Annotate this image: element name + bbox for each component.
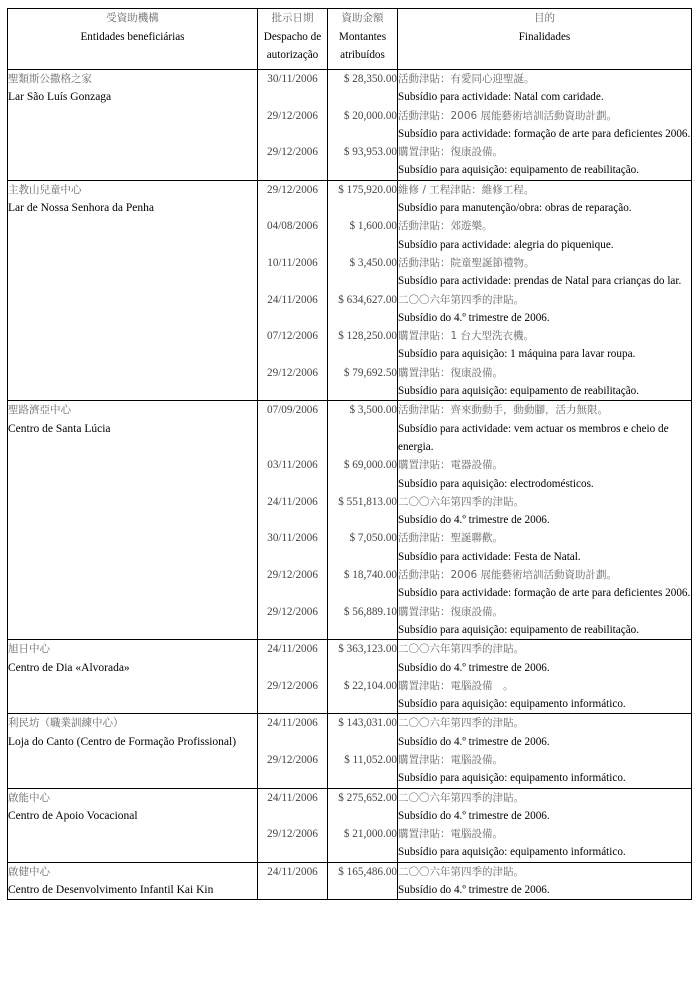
grant-amount: $ 3,500.00: [328, 401, 398, 456]
grant-date: 24/11/2006: [258, 862, 328, 900]
header-purpose-pt: Finalidades: [518, 30, 571, 43]
table-row: [8, 70, 692, 107]
entity-name-zh: 聖類斯公撒格之家: [8, 73, 92, 85]
grant-purpose: [398, 107, 692, 144]
purpose-zh: 購置津貼：電腦設備 。: [398, 679, 514, 692]
header-entities-zh: 受資助機構: [106, 12, 159, 24]
header-amount-pt2: atribuídos: [340, 49, 385, 61]
purpose-zh: 二〇〇六年第四季的津貼。: [398, 495, 524, 508]
grant-date: 04/08/2006: [258, 217, 328, 254]
purpose-pt: Subsídio do 4.º trimestre de 2006.: [398, 514, 550, 527]
grant-date: 29/12/2006: [258, 107, 328, 144]
grant-date: 24/11/2006: [258, 640, 328, 677]
entity-name-pt: Centro de Santa Lúcia: [8, 422, 111, 435]
purpose-zh: 二〇〇六年第四季的津貼。: [398, 865, 524, 878]
entity-name-zh: 啟能中心: [8, 791, 50, 804]
grant-date: 24/11/2006: [258, 788, 328, 825]
grant-purpose: [398, 677, 692, 714]
purpose-zh: 活動津貼：齊來動動手，動動腳，活力無限。: [398, 404, 608, 417]
purpose-zh: 活動津貼：有愛同心迎聖誕。: [398, 73, 535, 85]
grant-purpose: [398, 640, 692, 677]
purpose-zh: 活動津貼：郊遊樂。: [398, 220, 493, 233]
grant-amount: $ 69,000.00: [328, 456, 398, 493]
grant-amount: $ 175,920.00: [328, 180, 398, 217]
header-amount: [328, 9, 398, 70]
grant-amount: $ 93,953.00: [328, 143, 398, 180]
purpose-pt: Subsídio para actividade: formação de arte para deficientes 2006.: [398, 127, 691, 140]
entity-group: [8, 640, 692, 714]
purpose-pt: Subsídio para actividade: alegria do piquenique.: [398, 238, 614, 251]
purpose-pt: Subsídio para aquisição: 1 máquina para lavar roupa.: [398, 348, 636, 361]
purpose-pt: Subsídio para actividade: formação de arte para deficientes 2006.: [398, 587, 691, 600]
table-row: [8, 401, 692, 456]
grant-amount: $ 1,600.00: [328, 217, 398, 254]
grant-purpose: [398, 401, 692, 456]
grant-date: 29/12/2006: [258, 603, 328, 640]
purpose-pt: Subsídio para actividade: prendas de Natal para crianças do lar.: [398, 275, 682, 288]
grant-amount: $ 7,050.00: [328, 529, 398, 566]
grant-purpose: [398, 456, 692, 493]
entity-name-pt: Centro de Dia «Alvorada»: [8, 661, 130, 674]
grant-amount: $ 275,652.00: [328, 788, 398, 825]
grant-purpose: [398, 529, 692, 566]
entity-name-pt: Loja do Canto (Centro de Formação Profissional): [8, 735, 237, 748]
grant-date: 10/11/2006: [258, 254, 328, 291]
purpose-zh: 活動津貼：2006 展能藝術培訓活動資助計劃。: [398, 569, 618, 582]
grant-date: 29/12/2006: [258, 825, 328, 862]
grant-date: 29/12/2006: [258, 364, 328, 401]
grant-amount: $ 18,740.00: [328, 566, 398, 603]
purpose-zh: 購置津貼：復康設備。: [398, 146, 503, 159]
purpose-zh: 購置津貼：復康設備。: [398, 605, 503, 618]
grant-purpose: [398, 254, 692, 291]
grant-amount: $ 21,000.00: [328, 825, 398, 862]
entity-group: [8, 70, 692, 181]
entity-group: [8, 862, 692, 900]
table-row: [8, 862, 692, 900]
grant-date: 29/12/2006: [258, 677, 328, 714]
purpose-zh: 活動津貼：聖誕聯歡。: [398, 532, 503, 545]
entity-group: [8, 401, 692, 640]
header-purpose-zh: 目的: [534, 12, 555, 24]
header-date-pt1: Despacho de: [263, 30, 322, 43]
purpose-pt: Subsídio para aquisição: equipamento de reabilitação.: [398, 623, 640, 636]
purpose-pt: Subsídio para manutenção/obra: obras de reparação.: [398, 202, 632, 215]
purpose-pt: Subsídio para aquisição: electrodomésticos.: [398, 477, 594, 490]
grant-purpose: [398, 180, 692, 217]
header-amount-zh: 資助金額: [341, 12, 384, 24]
header-purpose: [398, 9, 692, 70]
grant-date: 30/11/2006: [258, 70, 328, 107]
purpose-zh: 維修 / 工程津貼：維修工程。: [398, 183, 535, 196]
grant-date: 29/12/2006: [258, 751, 328, 788]
table-header: [8, 9, 692, 70]
entity-cell: [8, 180, 258, 401]
entity-name-zh: 聖路濟亞中心: [8, 404, 71, 417]
purpose-zh: 活動津貼：2006 展能藝術培訓活動資助計劃。: [398, 109, 618, 122]
entity-name-zh: 利民坊（職業訓練中心）: [8, 717, 124, 730]
purpose-pt: Subsídio do 4.º trimestre de 2006.: [398, 735, 550, 748]
entity-group: [8, 180, 692, 401]
grant-date: 24/11/2006: [258, 493, 328, 530]
purpose-pt: Subsídio para aquisição: equipamento de reabilitação.: [398, 385, 640, 398]
grant-amount: $ 11,052.00: [328, 751, 398, 788]
purpose-zh: 活動津貼：院童聖誕節禮物。: [398, 256, 535, 269]
grant-amount: $ 128,250.00: [328, 327, 398, 364]
grant-purpose: [398, 862, 692, 900]
table-row: [8, 788, 692, 825]
entity-cell: [8, 714, 258, 788]
grant-purpose: [398, 364, 692, 401]
grant-purpose: [398, 603, 692, 640]
purpose-pt: Subsídio para aquisição: equipamento informático.: [398, 698, 626, 711]
entity-name-pt: Centro de Apoio Vocacional: [8, 809, 138, 822]
purpose-zh: 購置津貼：電器設備。: [398, 459, 503, 472]
grant-date: 24/11/2006: [258, 291, 328, 328]
grant-purpose: [398, 143, 692, 180]
entity-cell: [8, 862, 258, 900]
purpose-pt: Subsídio para actividade: vem actuar os membros e cheio de energia.: [398, 422, 669, 453]
grant-amount: $ 56,889.10: [328, 603, 398, 640]
purpose-zh: 購置津貼：1 台大型洗衣機。: [398, 330, 535, 343]
entity-cell: [8, 788, 258, 862]
purpose-zh: 二〇〇六年第四季的津貼。: [398, 293, 524, 306]
grant-amount: $ 551,813.00: [328, 493, 398, 530]
entity-name-pt: Lar de Nossa Senhora da Penha: [8, 202, 154, 215]
grant-purpose: [398, 714, 692, 751]
entity-cell: [8, 70, 258, 181]
grant-purpose: [398, 327, 692, 364]
purpose-pt: Subsídio para actividade: Festa de Natal.: [398, 550, 581, 563]
table-row: [8, 640, 692, 677]
grant-purpose: [398, 825, 692, 862]
purpose-zh: 二〇〇六年第四季的津貼。: [398, 643, 524, 656]
entity-name-zh: 啟健中心: [8, 865, 50, 878]
entity-group: [8, 788, 692, 862]
grants-table: [7, 8, 692, 900]
grant-amount: $ 79,692.50: [328, 364, 398, 401]
entity-cell: [8, 640, 258, 714]
grant-purpose: [398, 788, 692, 825]
grant-amount: $ 20,000.00: [328, 107, 398, 144]
grant-purpose: [398, 217, 692, 254]
grant-date: 30/11/2006: [258, 529, 328, 566]
grant-purpose: [398, 751, 692, 788]
entity-name-zh: 旭日中心: [8, 643, 50, 656]
grant-date: 03/11/2006: [258, 456, 328, 493]
grant-date: 29/12/2006: [258, 566, 328, 603]
purpose-pt: Subsídio do 4.º trimestre de 2006.: [398, 884, 550, 897]
header-date: [258, 9, 328, 70]
header-entities-pt: Entidades beneficiárias: [80, 30, 185, 43]
grant-purpose: [398, 291, 692, 328]
purpose-pt: Subsídio para aquisição: equipamento de reabilitação.: [398, 164, 640, 177]
entity-group: [8, 714, 692, 788]
grant-amount: $ 28,350.00: [328, 70, 398, 107]
entity-name-zh: 主教山兒童中心: [8, 183, 82, 196]
purpose-pt: Subsídio para aquisição: equipamento informático.: [398, 772, 626, 785]
grant-amount: $ 165,486.00: [328, 862, 398, 900]
header-entities: [8, 9, 258, 70]
grant-purpose: [398, 566, 692, 603]
header-date-zh: 批示日期: [271, 12, 314, 24]
grant-amount: $ 143,031.00: [328, 714, 398, 751]
grant-purpose: [398, 493, 692, 530]
grant-date: 07/09/2006: [258, 401, 328, 456]
header-date-pt2: autorização: [266, 49, 319, 61]
grant-date: 24/11/2006: [258, 714, 328, 751]
grant-amount: $ 634,627.00: [328, 291, 398, 328]
purpose-pt: Subsídio do 4.º trimestre de 2006.: [398, 661, 550, 674]
header-amount-pt1: Montantes: [338, 30, 387, 43]
entity-name-pt: Lar São Luís Gonzaga: [8, 91, 112, 104]
purpose-pt: Subsídio para aquisição: equipamento informático.: [398, 846, 626, 859]
grant-purpose: [398, 70, 692, 107]
purpose-zh: 購置津貼：電腦設備。: [398, 753, 503, 766]
purpose-pt: Subsídio do 4.º trimestre de 2006.: [398, 311, 550, 324]
grant-amount: $ 3,450.00: [328, 254, 398, 291]
purpose-zh: 購置津貼：電腦設備。: [398, 828, 503, 841]
purpose-pt: Subsídio do 4.º trimestre de 2006.: [398, 809, 550, 822]
purpose-pt: Subsídio para actividade: Natal com caridade.: [398, 91, 604, 104]
table-row: [8, 180, 692, 217]
grant-date: 29/12/2006: [258, 180, 328, 217]
purpose-zh: 二〇〇六年第四季的津貼。: [398, 791, 524, 804]
grant-amount: $ 22,104.00: [328, 677, 398, 714]
grant-date: 07/12/2006: [258, 327, 328, 364]
entity-cell: [8, 401, 258, 640]
entity-name-pt: Centro de Desenvolvimento Infantil Kai Kin: [8, 884, 214, 897]
grant-amount: $ 363,123.00: [328, 640, 398, 677]
purpose-zh: 二〇〇六年第四季的津貼。: [398, 717, 524, 730]
table-row: [8, 714, 692, 751]
grant-date: 29/12/2006: [258, 143, 328, 180]
purpose-zh: 購置津貼：復康設備。: [398, 366, 503, 379]
